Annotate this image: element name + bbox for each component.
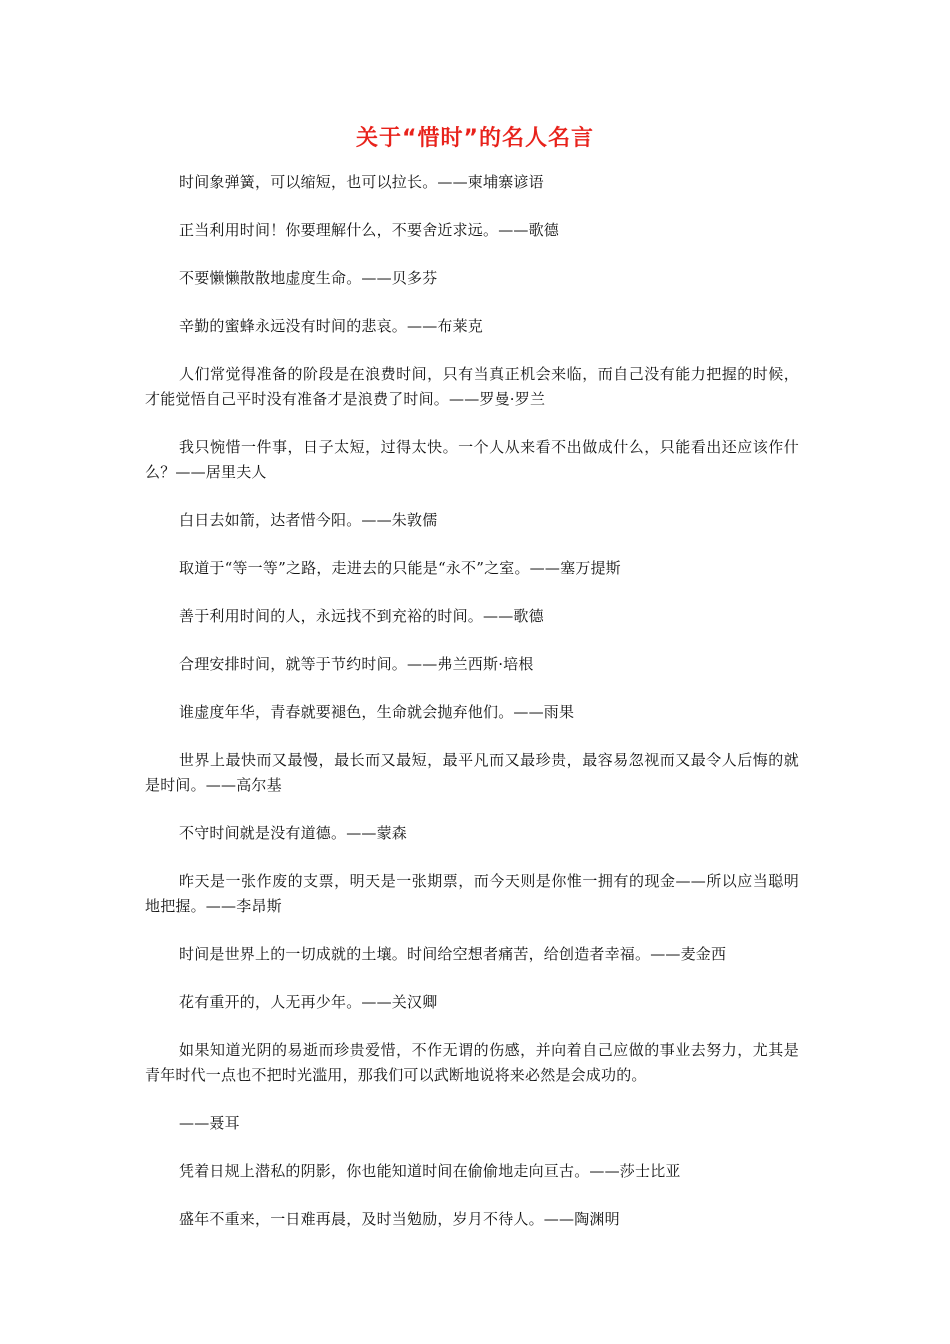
quote-item: 人们常觉得准备的阶段是在浪费时间，只有当真正机会来临，而自己没有能力把握的时候，才能觉悟自己平时没有准备才是浪费了时间。——罗曼·罗兰 xyxy=(145,365,799,408)
quote-item: 时间是世界上的一切成就的土壤。时间给空想者痛苦，给创造者幸福。——麦金西 xyxy=(179,945,727,963)
quote-item: 取道于“等一等”之路，走进去的只能是“永不”之室。——塞万提斯 xyxy=(179,559,621,577)
page-title: 关于“惜时”的名人名言 xyxy=(356,126,594,151)
quote-item: 时间象弹簧，可以缩短，也可以拉长。——柬埔寨谚语 xyxy=(179,173,544,191)
quote-item: 昨天是一张作废的支票，明天是一张期票，而今天则是你惟一拥有的现金——所以应当聪明地把握。——李昂斯 xyxy=(145,872,799,915)
quote-item: 凭着日规上潜私的阴影，你也能知道时间在偷偷地走向亘古。——莎士比亚 xyxy=(179,1162,681,1180)
quote-item: 不守时间就是没有道德。——蒙森 xyxy=(179,824,408,842)
quote-item: 白日去如箭，达者惜今阳。——朱敦儒 xyxy=(179,511,438,529)
quote-item: 如果知道光阴的易逝而珍贵爱惜，不作无谓的伤感，并向着自己应做的事业去努力，尤其是青年时代一点也不把时光滥用，那我们可以武断地说将来必然是会成功的。 xyxy=(145,1041,799,1084)
quote-item: 正当利用时间！你要理解什么，不要舍近求远。——歌德 xyxy=(179,221,560,239)
quote-item: 花有重开的，人无再少年。——关汉卿 xyxy=(179,993,438,1011)
quote-list xyxy=(145,170,799,1255)
quote-item: 我只惋惜一件事，日子太短，过得太快。一个人从来看不出做成什么，只能看出还应该作什么？——居里夫人 xyxy=(145,438,799,481)
quote-item: 不要懒懒散散地虚度生命。——贝多芬 xyxy=(179,269,438,287)
quote-attribution: ——聂耳 xyxy=(179,1114,240,1132)
quote-item: 盛年不重来，一日难再晨，及时当勉励，岁月不待人。——陶渊明 xyxy=(179,1210,620,1228)
quote-item: 善于利用时间的人，永远找不到充裕的时间。——歌德 xyxy=(179,607,544,625)
quote-item: 谁虚度年华，青春就要褪色，生命就会抛弃他们。——雨果 xyxy=(179,703,575,721)
quote-item: 合理安排时间，就等于节约时间。——弗兰西斯·培根 xyxy=(179,655,534,673)
quote-item: 世界上最快而又最慢，最长而又最短，最平凡而又最珍贵，最容易忽视而又最令人后悔的就是时间。——高尔基 xyxy=(145,751,799,794)
quote-item: 辛勤的蜜蜂永远没有时间的悲哀。——布莱克 xyxy=(179,317,484,335)
